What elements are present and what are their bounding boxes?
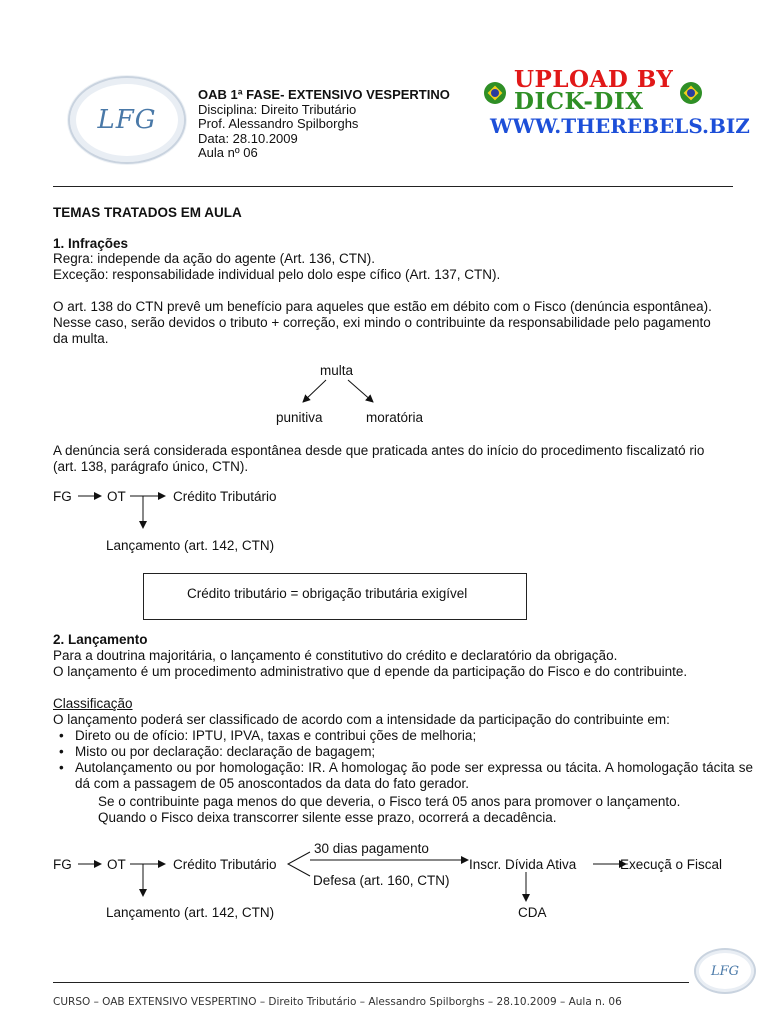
classificacao-intro: O lançamento poderá ser classificado de acordo com a intensidade da participação do contribuinte em:: [53, 712, 670, 727]
flow2-split-bracket: [288, 852, 310, 876]
definition-text: Crédito tributário = obrigação tributária exigível: [187, 586, 468, 601]
decadencia-line-1: Se o contribuinte paga menos do que deveria, o Fisco terá 05 anos para promover o lançamento.: [98, 794, 681, 809]
multa-right-arrow: [348, 380, 373, 402]
flow2-cda: CDA: [518, 905, 547, 920]
list-item: • Autolançamento ou por homologação: IR. A homologaç ão pode ser expressa ou tácita. A homologação tácita se dá com a passagem de 05 anoscontados da data do fato gerador.: [53, 760, 753, 792]
flow2-inscricao: Inscr. Dívida Ativa: [469, 857, 577, 872]
page-footer: CURSO – OAB EXTENSIVO VESPERTINO – Direito Tributário – Alessandro Spilborghs – 28.10.2009 – Aula n. 06: [53, 996, 622, 1008]
flow2-credito: Crédito Tributário: [173, 857, 277, 872]
decadencia-line-2: Quando o Fisco deixa transcorrer silente esse prazo, ocorrerá a decadência.: [98, 810, 557, 825]
footer-logo-text: LFG: [710, 963, 740, 979]
moratoria-label: moratória: [366, 410, 424, 425]
flow1-lancamento: Lançamento (art. 142, CTN): [106, 538, 275, 553]
infracoes-excecao: Exceção: responsabilidade individual pelo dolo espe cífico (Art. 137, CTN).: [53, 267, 501, 282]
lancamento-line-1: Para a doutrina majoritária, o lançamento é constitutivo do crédito e declaratório da obrigação.: [53, 648, 618, 663]
flow1-ot: OT: [107, 489, 126, 504]
art138-line-2: Nesse caso, serão devidos o tributo + correção, exi mindo o contribuinte da responsabilidade pelo pagamento: [53, 315, 711, 330]
flow2-fg: FG: [53, 857, 72, 872]
multa-left-arrow: [303, 380, 326, 402]
flow1-credito: Crédito Tributário: [173, 489, 277, 504]
art138-line-1: O art. 138 do CTN prevê um benefício para aqueles que estão em débito com o Fisco (denúncia espontânea).: [53, 299, 712, 314]
flow2-execucao: Execuçã o Fiscal: [620, 857, 723, 872]
flow2-ot: OT: [107, 857, 126, 872]
lancamento-heading: 2. Lançamento: [53, 632, 148, 647]
discipline: Disciplina: Direito Tributário: [198, 101, 357, 117]
footer-logo: [694, 948, 756, 994]
upload-line-1: UPLOAD BY: [514, 66, 674, 93]
flow2-pagamento: 30 dias pagamento: [314, 841, 429, 856]
professor: Prof. Alessandro Spilborghs: [198, 116, 359, 132]
multa-label: multa: [320, 363, 354, 378]
course-title: OAB 1ª FASE- EXTENSIVO VESPERTINO: [198, 87, 450, 102]
lfg-logo-text: LFG: [97, 105, 157, 135]
infracoes-regra: Regra: independe da ação do agente (Art. 136, CTN).: [53, 251, 375, 266]
denuncia-line-1: A denúncia será considerada espontânea desde que praticada antes do início do procedimento fiscalizató rio: [53, 443, 705, 458]
lesson-number: Aula nº 06: [198, 145, 258, 161]
list-item: • Misto ou por declaração: declaração de bagagem;: [53, 744, 753, 760]
classificacao-heading: Classificação: [53, 696, 133, 711]
flow1-fg: FG: [53, 489, 72, 504]
list-item: • Direto ou de ofício: IPTU, IPVA, taxas e contribui ções de melhoria;: [53, 728, 753, 744]
art138-line-3: da multa.: [53, 331, 109, 346]
lancamento-line-2: O lançamento é um procedimento administrativo que d epende da participação do Fisco e do contribuinte.: [53, 664, 688, 679]
denuncia-line-2: (art. 138, parágrafo único, CTN).: [53, 459, 249, 474]
footer-divider: [53, 982, 689, 983]
date: Data: 28.10.2009: [198, 130, 298, 146]
section-title: TEMAS TRATADOS EM AULA: [53, 205, 242, 220]
infracoes-heading: 1. Infrações: [53, 236, 129, 251]
upload-website: WWW.THEREBELS.BIZ: [490, 114, 750, 138]
flow2-defesa: Defesa (art. 160, CTN): [313, 873, 450, 888]
upload-line-2: DICK-DIX: [514, 88, 644, 115]
punitiva-label: punitiva: [276, 410, 323, 425]
flow2-lancamento: Lançamento (art. 142, CTN): [106, 905, 275, 920]
